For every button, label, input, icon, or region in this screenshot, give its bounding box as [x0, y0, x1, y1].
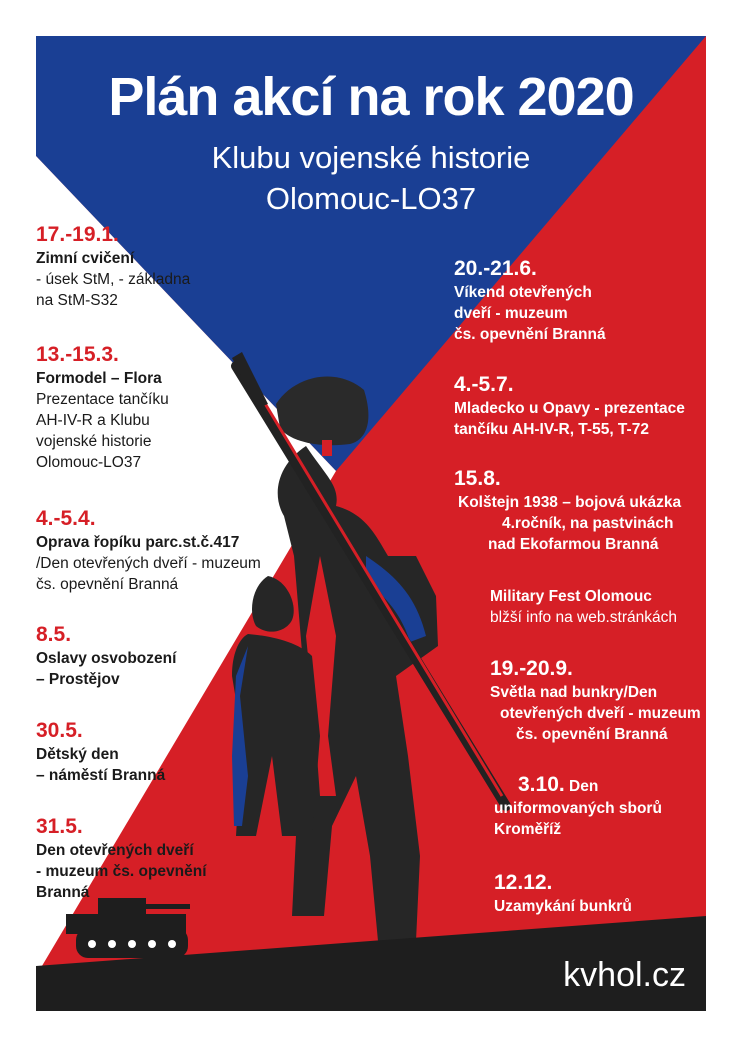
event-line: čs. opevnění Branná	[454, 326, 606, 343]
tank-gun	[142, 904, 190, 909]
poster	[36, 36, 706, 1011]
event-right-5	[490, 656, 701, 745]
event-left-6	[36, 814, 207, 903]
event-date: 3.10.	[518, 773, 565, 796]
event-line: na StM-S32	[36, 292, 118, 309]
event-line: nad Ekofarmou Branná	[488, 536, 659, 553]
event-right-1	[454, 256, 606, 345]
event-date: 30.5.	[36, 719, 83, 742]
event-line: - muzeum čs. opevnění	[36, 863, 207, 880]
poster-subtitle: Klubu vojenské historie	[211, 140, 531, 175]
event-line: Den	[569, 778, 599, 795]
event-line: – náměstí Branná	[36, 767, 166, 784]
event-left-4	[36, 622, 176, 690]
event-line: tančíku AH-IV-R, T-55, T-72	[454, 421, 649, 438]
event-line: Oprava řopíku parc.st.č.417	[36, 534, 240, 551]
event-right-3	[454, 466, 681, 555]
event-line: Oslavy osvobození	[36, 650, 177, 667]
event-line: /Den otevřených dveří - muzeum	[36, 555, 261, 572]
event-line: Světla nad bunkry/Den	[490, 684, 658, 701]
event-line: AH-IV-R a Klubu	[36, 412, 150, 429]
event-date: 13.-15.3.	[36, 343, 119, 366]
event-right-2	[454, 372, 685, 440]
event-left-5	[36, 718, 165, 786]
event-line: Uzamykání bunkrů	[494, 898, 632, 915]
event-line: 4.ročník, na pastvinách	[502, 515, 674, 532]
event-line: Military Fest Olomouc	[490, 588, 652, 605]
event-date: 4.-5.4.	[36, 507, 96, 530]
event-line: Zimní cvičení	[36, 250, 135, 267]
event-right-4	[490, 586, 677, 628]
event-left-1	[36, 222, 190, 311]
event-line: Mladecko u Opavy - prezentace	[454, 400, 685, 417]
tank-wheel	[168, 940, 176, 948]
tank-wheel	[88, 940, 96, 948]
helmet-detail	[322, 440, 332, 456]
event-line: Dětský den	[36, 746, 119, 763]
event-line: Den otevřených dveří	[36, 842, 194, 859]
event-line: Formodel – Flora	[36, 370, 162, 387]
event-date-row	[494, 772, 662, 798]
event-line: Kroměříž	[494, 821, 562, 838]
event-left-3	[36, 506, 261, 595]
event-date: 8.5.	[36, 623, 72, 646]
event-line: čs. opevnění Branná	[516, 726, 668, 743]
event-date: 12.12.	[494, 871, 553, 894]
event-line: uniformovaných sborů	[494, 800, 662, 817]
event-line: Kolštejn 1938 – bojová ukázka	[458, 494, 682, 511]
event-line: čs. opevnění Branná	[36, 576, 179, 593]
tank-wheel	[108, 940, 116, 948]
event-line: – Prostějov	[36, 671, 120, 688]
poster-subtitle-2: Olomouc-LO37	[265, 181, 477, 216]
event-line: dveří - muzeum	[454, 305, 568, 322]
tank-wheel	[128, 940, 136, 948]
event-line: - úsek StM, - základna	[36, 271, 191, 288]
event-date: 31.5.	[36, 815, 83, 838]
website-link[interactable]: kvhol.cz	[563, 956, 686, 994]
poster-title: Plán akcí na rok 2020	[108, 67, 634, 127]
event-date: 15.8.	[454, 467, 501, 490]
event-line: Branná	[36, 884, 90, 901]
event-right-6	[494, 772, 662, 840]
event-left-2	[36, 342, 169, 473]
event-date: 4.-5.7.	[454, 373, 514, 396]
tank-wheel	[148, 940, 156, 948]
event-line: Víkend otevřených	[454, 284, 592, 301]
event-date: 20.-21.6.	[454, 257, 537, 280]
event-line: Prezentace tančíku	[36, 391, 169, 408]
event-line: blžší info na web.stránkách	[490, 609, 677, 626]
event-right-7	[494, 870, 632, 917]
event-date: 17.-19.1.	[36, 223, 119, 246]
event-line: vojenské historie	[36, 433, 152, 450]
event-line: otevřených dveří - muzeum	[500, 705, 701, 722]
event-date: 19.-20.9.	[490, 657, 573, 680]
event-line: Olomouc-LO37	[36, 454, 142, 471]
